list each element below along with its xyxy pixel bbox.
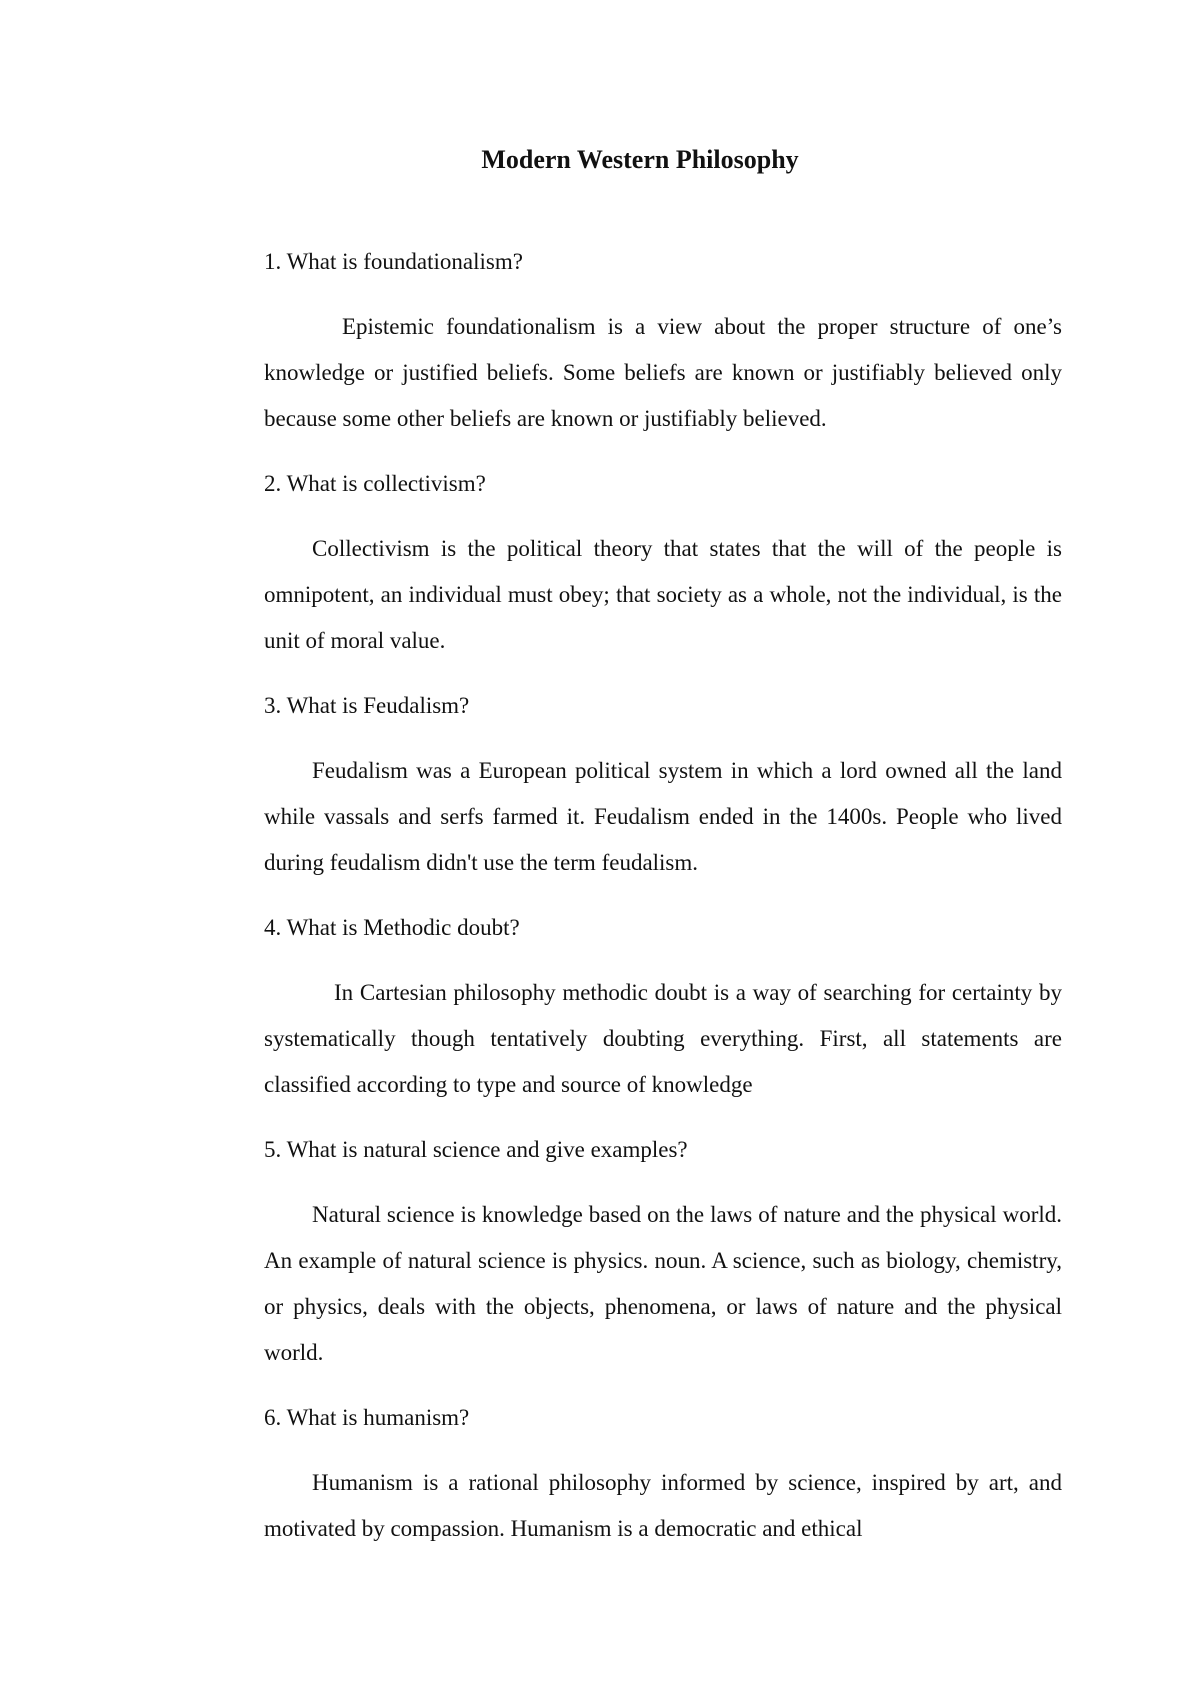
question-heading: 3. What is Feudalism? <box>264 693 470 718</box>
document-body <box>264 248 1062 1580</box>
question-heading: 6. What is humanism? <box>264 1405 470 1430</box>
question-heading: 1. What is foundationalism? <box>264 249 523 274</box>
question-heading: 5. What is natural science and give examples? <box>264 1137 688 1162</box>
answer-paragraph: In Cartesian philosophy methodic doubt is a way of searching for certainty by systematically though tentatively doubting everything. First, all statements are classified according to type and source of knowledge <box>264 980 1062 1097</box>
document-title: Modern Western Philosophy <box>481 145 799 174</box>
question-heading: 2. What is collectivism? <box>264 471 486 496</box>
answer-paragraph: Humanism is a rational philosophy informed by science, inspired by art, and motivated by compassion. Humanism is a democratic and ethical <box>264 1470 1062 1541</box>
answer-paragraph: Epistemic foundationalism is a view about the proper structure of one’s knowledge or justified beliefs. Some beliefs are known or justifiably believed only because some other beliefs are known or justifiably believed. <box>264 314 1062 431</box>
answer-paragraph: Natural science is knowledge based on the laws of nature and the physical world. An example of natural science is physics. noun. A science, such as biology, chemistry, or physics, deals with the objects, phenomena, or laws of nature and the physical world. <box>264 1202 1062 1365</box>
answer-paragraph: Collectivism is the political theory that states that the will of the people is omnipotent, an individual must obey; that society as a whole, not the individual, is the unit of moral value. <box>264 536 1062 653</box>
answer-paragraph: Feudalism was a European political system in which a lord owned all the land while vassals and serfs farmed it. Feudalism ended in the 1400s. People who lived during feudalism didn't use the term feudalism. <box>264 758 1062 875</box>
question-heading: 4. What is Methodic doubt? <box>264 915 520 940</box>
